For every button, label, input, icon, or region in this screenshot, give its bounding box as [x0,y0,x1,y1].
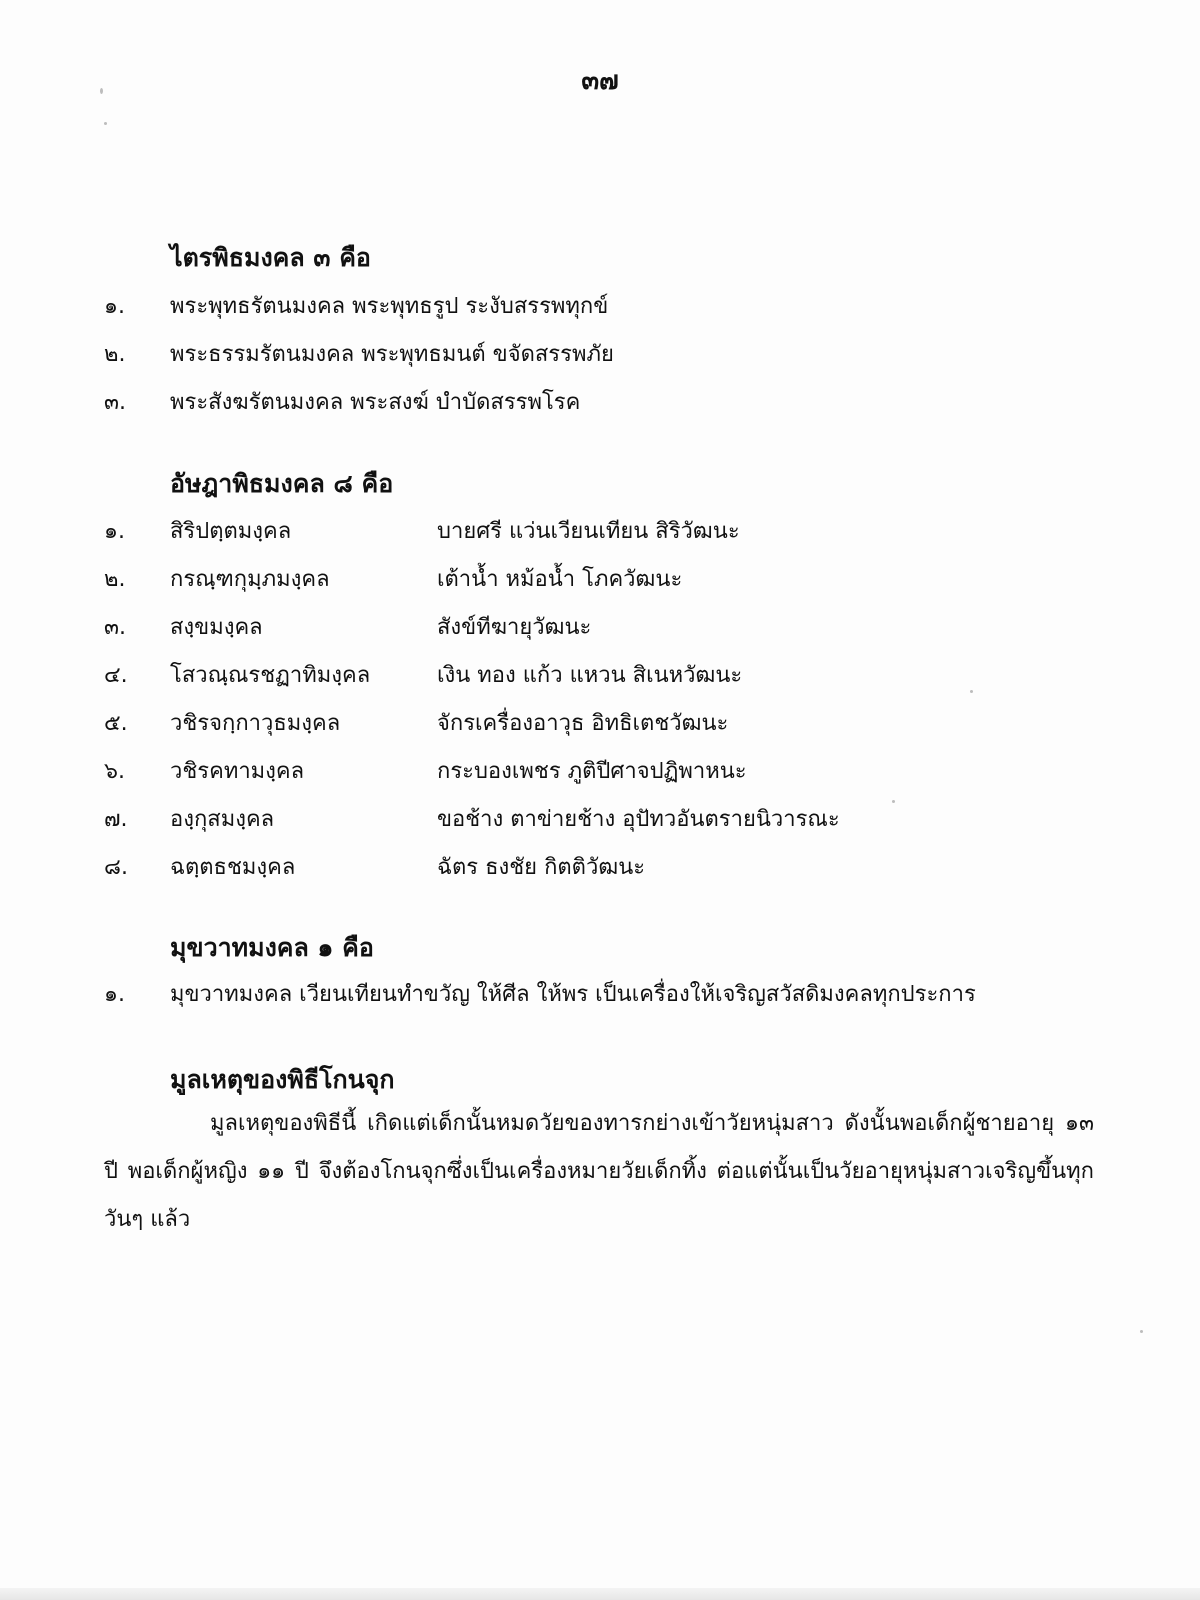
item-number: ๔. [104,663,128,688]
item-name: สงฺขมงฺคล [170,615,263,640]
body-paragraph: มูลเหตุของพิธีนี้ เกิดแต่เด็กนั้นหมดวัยของทารกย่างเข้าวัยหนุ่มสาว ดังนั้นพอเด็กผู้ชายอายุ ๑๓ ปี พอเด็กผู้หญิง ๑๑ ปี จึงต้องโกนจุกซึ่งเป็นเครื่องหมายวัยเด็กทิ้ง ต่อแต่นั้นเป็นวัยอายุหนุ่มสาวเจริญขึ้นทุกวันๆ แล้ว [104,1111,1094,1232]
scan-speck [1140,1330,1143,1333]
table-row [0,755,1200,789]
list-item [0,290,1200,324]
list-item [0,386,1200,420]
section-heading-trai-phit-mongkhon: ไตรพิธมงคล ๓ คือ [170,243,371,272]
scan-bottom-edge [0,1588,1200,1600]
item-number: ๒. [104,567,126,592]
item-name: กรณฺฑกุมฺภมงฺคล [170,567,330,592]
table-row [0,515,1200,549]
item-name: สิริปตฺตมงฺคล [170,519,292,544]
table-row [0,851,1200,885]
item-name: โสวณฺณรชฏาทิมงฺคล [170,663,371,688]
item-name: ฉตฺตธชมงฺคล [170,855,296,880]
item-name: วชิรคทามงฺคล [170,759,305,784]
item-description: บายศรี แว่นเวียนเทียน สิริวัฒนะ [437,519,740,544]
item-number: ๘. [104,855,128,880]
table-row [0,563,1200,597]
table-row [0,803,1200,837]
list-item [0,978,1200,1012]
item-number: ๗. [104,807,128,832]
section-heading-origin-of-ceremony: มูลเหตุของพิธีโกนจุก [170,1065,395,1094]
item-text: พระพุทธรัตนมงคล พระพุทธรูป ระงับสรรพทุกข์ [170,294,609,319]
item-description: สังข์ทีฆายุวัฒนะ [437,615,592,640]
item-text: พระธรรมรัตนมงคล พระพุทธมนต์ ขจัดสรรพภัย [170,342,614,367]
scan-speck [104,122,107,125]
table-row [0,659,1200,693]
item-number: ๓. [104,390,127,415]
item-number: ๑. [104,519,125,544]
item-description: ฉัตร ธงชัย กิตติวัฒนะ [437,855,646,880]
section-heading-atsada-phit-mongkhon: อัษฎาพิธมงคล ๘ คือ [170,469,394,498]
item-description: จักรเครื่องอาวุธ อิทธิเตชวัฒนะ [437,711,729,736]
item-text: มุขวาทมงคล เวียนเทียนทำขวัญ ให้ศีล ให้พร เป็นเครื่องให้เจริญสวัสดิมงคลทุกประการ [170,982,976,1007]
page-number: ๓๗ [581,66,619,96]
item-description: เงิน ทอง แก้ว แหวน สิเนหวัฒนะ [437,663,743,688]
table-row [0,611,1200,645]
table-row [0,707,1200,741]
item-description: กระบองเพชร ภูติปีศาจปฏิพาหนะ [437,759,747,784]
item-description: เต้าน้ำ หม้อน้ำ โภควัฒนะ [437,567,683,592]
item-text: พระสังฆรัตนมงคล พระสงฆ์ บำบัดสรรพโรค [170,390,581,415]
item-name: วชิรจกฺกาวุธมงฺคล [170,711,341,736]
section-heading-mukkhawat-mongkhon: มุขวาทมงคล ๑ คือ [170,933,374,962]
item-number: ๒. [104,342,126,367]
item-number: ๖. [104,759,125,784]
item-name: องฺกุสมงฺคล [170,807,275,832]
item-number: ๕. [104,711,128,736]
item-number: ๑. [104,982,125,1007]
item-description: ขอช้าง ตาข่ายช้าง อุปัทวอันตรายนิวารณะ [437,807,840,832]
list-item [0,338,1200,372]
item-number: ๓. [104,615,127,640]
item-number: ๑. [104,294,125,319]
